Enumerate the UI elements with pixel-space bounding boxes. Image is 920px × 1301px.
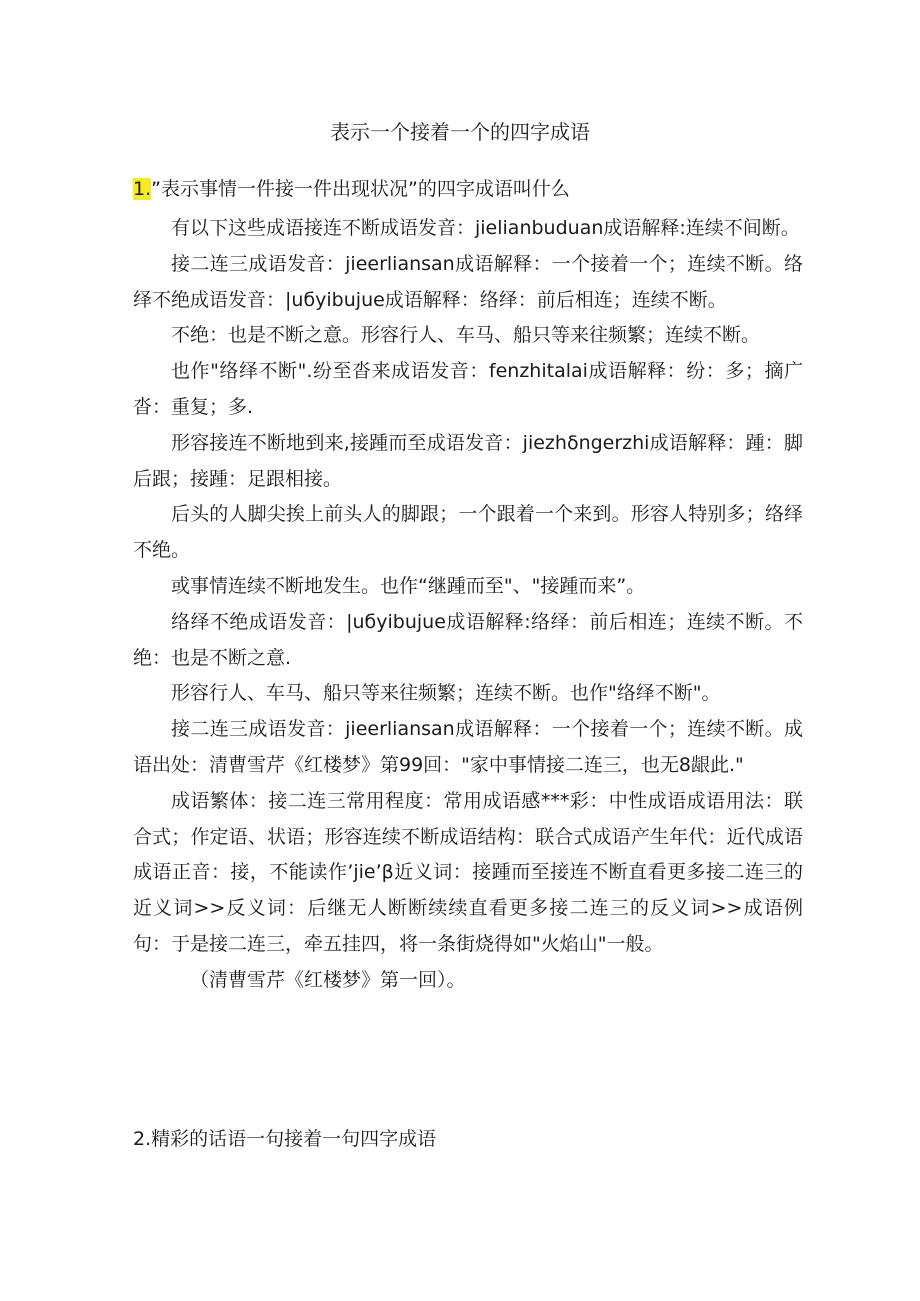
question-1-number: 1. xyxy=(133,178,152,200)
paragraph: 络绎不绝成语发音：|uбyibujue成语解释:络绎：前后相连；连续不断。不绝：也是不断之意. xyxy=(133,610,803,669)
citation-paragraph: （清曹雪芹《红楼梦》第一回）。 xyxy=(190,968,466,991)
question-1-heading xyxy=(133,175,570,203)
paragraph: 接二连三成语发音：jieerliansan成语解释：一个接着一个；连续不断。成语出处：清曹雪芹《红楼梦》第99回："家中事情接二连三，也无8龈此." xyxy=(133,718,803,776)
paragraph: 成语繁体：接二连三常用程度：常用成语感***彩：中性成语成语用法：联合式；作定语、状语；形容连续不断成语结构：联合式成语产生年代：近代成语成语正音：接，不能读作’jie’β近义词：接踵而至接连不断直看更多接二连三的近义词>>反义词：后继无人断断续续直看更多接二连三的反义词>>成语例句：于是接二连三，牵五挂四，将一条街烧得如"火焰山"一般。 xyxy=(133,789,803,955)
question-1-text: ”表示事情一件接一件出现状况”的四字成语叫什么 xyxy=(151,178,570,200)
paragraph: 或事情连续不断地发生。也作“继踵而至"、"接踵而来”。 xyxy=(171,574,646,597)
question-2-heading: 2.精彩的话语一句接着一句四字成语 xyxy=(133,1128,437,1150)
paragraph: 后头的人脚尖挨上前头人的脚跟；一个跟着一个来到。形容人特别多；络绎不绝。 xyxy=(133,503,803,562)
paragraph: 形容接连不断地到来,接踵而至成语发音：jiezhδngerzhi成语解释：踵：脚后跟；接踵：足跟相接。 xyxy=(133,431,803,490)
paragraph: 也作"络绎不断".纷至沓来成语发音：fenzhitalai成语解释：纷：多；摘广沓：重复；多. xyxy=(133,360,803,418)
paragraph: 接二连三成语发音：jieerliansan成语解释：一个接着一个；连续不断。络绎不绝成语发音：|uбyibujue成语解释：络绎：前后相连；连续不断。 xyxy=(133,252,803,311)
answer-body xyxy=(133,211,803,999)
page-title: 表示一个接着一个的四字成语 xyxy=(330,120,590,144)
paragraph: 有以下这些成语接连不断成语发音：jielianbuduan成语解释:连续不间断。 xyxy=(171,217,800,239)
paragraph: 形容行人、车马、船只等来往频繁；连续不断。也作"络绎不断"。 xyxy=(171,682,721,705)
paragraph: 不绝：也是不断之意。形容行人、车马、船只等来往频繁；连续不断。 xyxy=(171,324,761,347)
